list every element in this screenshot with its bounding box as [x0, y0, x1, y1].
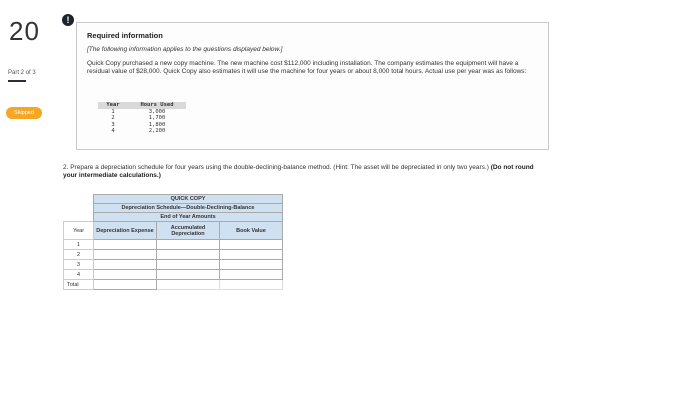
book-value-input[interactable] [220, 242, 282, 248]
question-text: 2. Prepare a depreciation schedule for four years using the double-declining-balance method. (Hint: The asset will be depreciated in only two years.) [63, 164, 491, 171]
schedule-company: QUICK COPY [94, 195, 283, 204]
hours-value-cell: 2,200 [148, 128, 166, 134]
schedule-title: Depreciation Schedule—Double-Declining-Balance [94, 204, 283, 213]
schedule-year-cell: 3 [64, 260, 94, 270]
table-row [64, 260, 283, 270]
table-row [64, 270, 283, 280]
depreciation-expense-input[interactable] [94, 242, 156, 248]
depreciation-expense-input[interactable] [94, 272, 156, 278]
alert-icon: ! [62, 14, 74, 26]
schedule-col-accumulated-depreciation: Accumulated Depreciation [157, 222, 220, 240]
schedule-subtitle: End of Year Amounts [94, 213, 283, 222]
hours-year-cell: 1 [111, 108, 115, 115]
hours-year-cell: 3 [111, 121, 115, 128]
depreciation-schedule-table [63, 194, 283, 290]
depreciation-expense-input[interactable] [94, 252, 156, 258]
schedule-year-cell: 2 [64, 250, 94, 260]
table-row [64, 250, 283, 260]
hours-year-cell: 2 [111, 115, 115, 121]
question-number: 20 [9, 16, 40, 46]
hours-header-year: Year [98, 102, 128, 109]
book-value-input[interactable] [220, 252, 282, 258]
schedule-year-header: Year [64, 222, 94, 240]
book-value-input[interactable] [220, 262, 282, 268]
hours-value-cell: 1,700 [148, 115, 166, 121]
required-info-body: Quick Copy purchased a new copy machine. The new machine cost $112,000 including installation. The company estimates the equipment will have a residual value of $28,000. Quick Copy also estimates it will use the machine for four years or about 8,000 total hours. Actual use per year was as follows: [87, 60, 527, 75]
part-progress-bar [8, 80, 26, 82]
schedule-col-depreciation-expense: Depreciation Expense [94, 222, 157, 240]
hours-header-hours: Hours Used [128, 102, 186, 109]
question-bold-instruction: (Do not round your intermediate calculations.) [63, 164, 534, 179]
total-depreciation-expense-input[interactable] [94, 282, 156, 288]
question-prompt [63, 164, 543, 180]
accumulated-depreciation-input[interactable] [157, 272, 219, 278]
hours-value-cell: 3,000 [148, 108, 166, 115]
schedule-col-book-value: Book Value [220, 222, 283, 240]
schedule-year-cell: 4 [64, 270, 94, 280]
required-info-title: Required information [87, 31, 163, 40]
required-info-note: [The following information applies to the questions displayed below.] [87, 46, 283, 53]
status-badge: Skipped [6, 107, 42, 119]
hours-value-cell: 1,800 [148, 121, 166, 128]
hours-year-cell: 4 [111, 128, 115, 134]
schedule-total-label: Total [64, 280, 94, 290]
accumulated-depreciation-input[interactable] [157, 242, 219, 248]
part-indicator: Part 2 of 3 [8, 70, 36, 76]
depreciation-expense-input[interactable] [94, 262, 156, 268]
hours-used-table [98, 102, 186, 135]
table-row [98, 128, 186, 135]
schedule-year-cell: 1 [64, 240, 94, 250]
book-value-input[interactable] [220, 272, 282, 278]
accumulated-depreciation-input[interactable] [157, 262, 219, 268]
accumulated-depreciation-input[interactable] [157, 252, 219, 258]
table-row [64, 280, 283, 290]
left-rail [0, 0, 52, 407]
table-row [64, 240, 283, 250]
